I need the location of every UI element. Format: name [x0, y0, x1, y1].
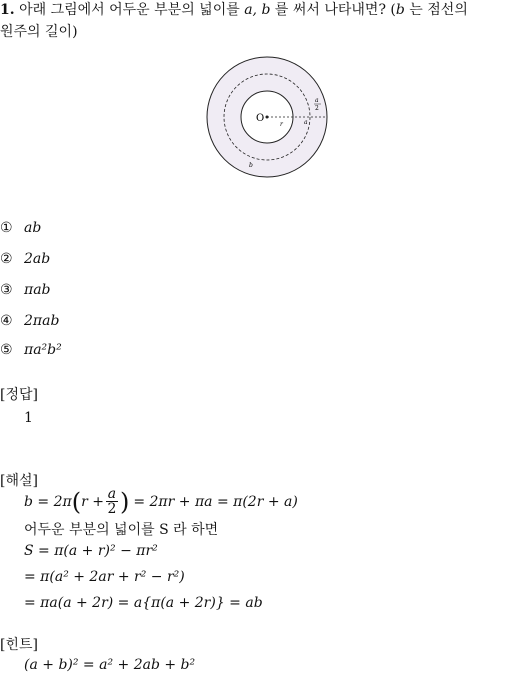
label-half-den: 2	[315, 105, 319, 112]
question-text-1: 아래 그림에서 어두운 부분의 넓이를	[19, 2, 240, 18]
center-label: O	[256, 113, 265, 124]
solution-heading: [해설]	[0, 473, 38, 489]
hint-heading: [힌트]	[0, 637, 38, 653]
choice-number: ④	[0, 313, 13, 329]
left-paren: (	[71, 487, 82, 516]
answer-value: 1	[24, 410, 33, 426]
fraction-a-over-2	[106, 487, 118, 516]
label-r: r	[280, 121, 283, 128]
solution-line-3: S = π(a + r)² − πr²	[24, 543, 158, 559]
choice-text: πab	[24, 282, 51, 298]
concentric-circles-figure	[200, 52, 336, 182]
choice-1[interactable]	[0, 220, 41, 236]
choice-text: ab	[24, 220, 42, 236]
fraction-denominator: 2	[107, 501, 117, 517]
choice-number: ②	[0, 251, 13, 267]
label-b: b	[249, 162, 253, 169]
label-half-num: a	[315, 97, 319, 104]
question-note-text-1: 는 점선의	[409, 2, 468, 18]
solution-line-5: = πa(a + 2r) = a{π(a + 2r)} = ab	[24, 595, 263, 611]
choice-text: πa²b²	[24, 342, 62, 358]
question-line-1	[0, 0, 468, 20]
question-text-2: 를 써서 나타내면?	[274, 2, 386, 18]
choice-5[interactable]	[0, 342, 62, 358]
question-var-b: b	[261, 2, 271, 18]
label-a: a	[304, 119, 308, 126]
right-paren: )	[119, 487, 130, 516]
question-number: 1.	[0, 2, 15, 18]
choice-number: ⑤	[0, 342, 13, 358]
choice-number: ③	[0, 282, 13, 298]
fraction-numerator: a	[107, 486, 117, 502]
hint-formula: (a + b)² = a² + 2ab + b²	[24, 657, 196, 673]
solution-line-4: = π(a² + 2ar + r² − r²)	[24, 569, 185, 585]
solution-line-1-r: r +	[81, 493, 104, 510]
answer-heading: [정답]	[0, 387, 38, 403]
question-var-a: a,	[244, 2, 257, 18]
solution-line-1-pre: b = 2π	[24, 493, 72, 510]
question-line-2	[0, 22, 78, 42]
solution-line-2: 어두운 부분의 넓이를 S 라 하면	[24, 522, 219, 538]
choice-text: 2πab	[24, 313, 60, 329]
question-note-var: b	[395, 2, 405, 18]
solution-line-1	[24, 487, 298, 516]
choice-3[interactable]	[0, 282, 51, 298]
choice-2[interactable]	[0, 251, 50, 267]
question-note-open: (	[390, 2, 396, 18]
choice-4[interactable]	[0, 313, 59, 329]
solution-line-1-post: = 2πr + πa = π(2r + a)	[133, 493, 298, 510]
choice-number: ①	[0, 220, 13, 236]
question-note-text-2: 원주의 길이)	[0, 24, 78, 40]
center-point	[266, 116, 269, 119]
choice-text: 2ab	[24, 251, 51, 267]
